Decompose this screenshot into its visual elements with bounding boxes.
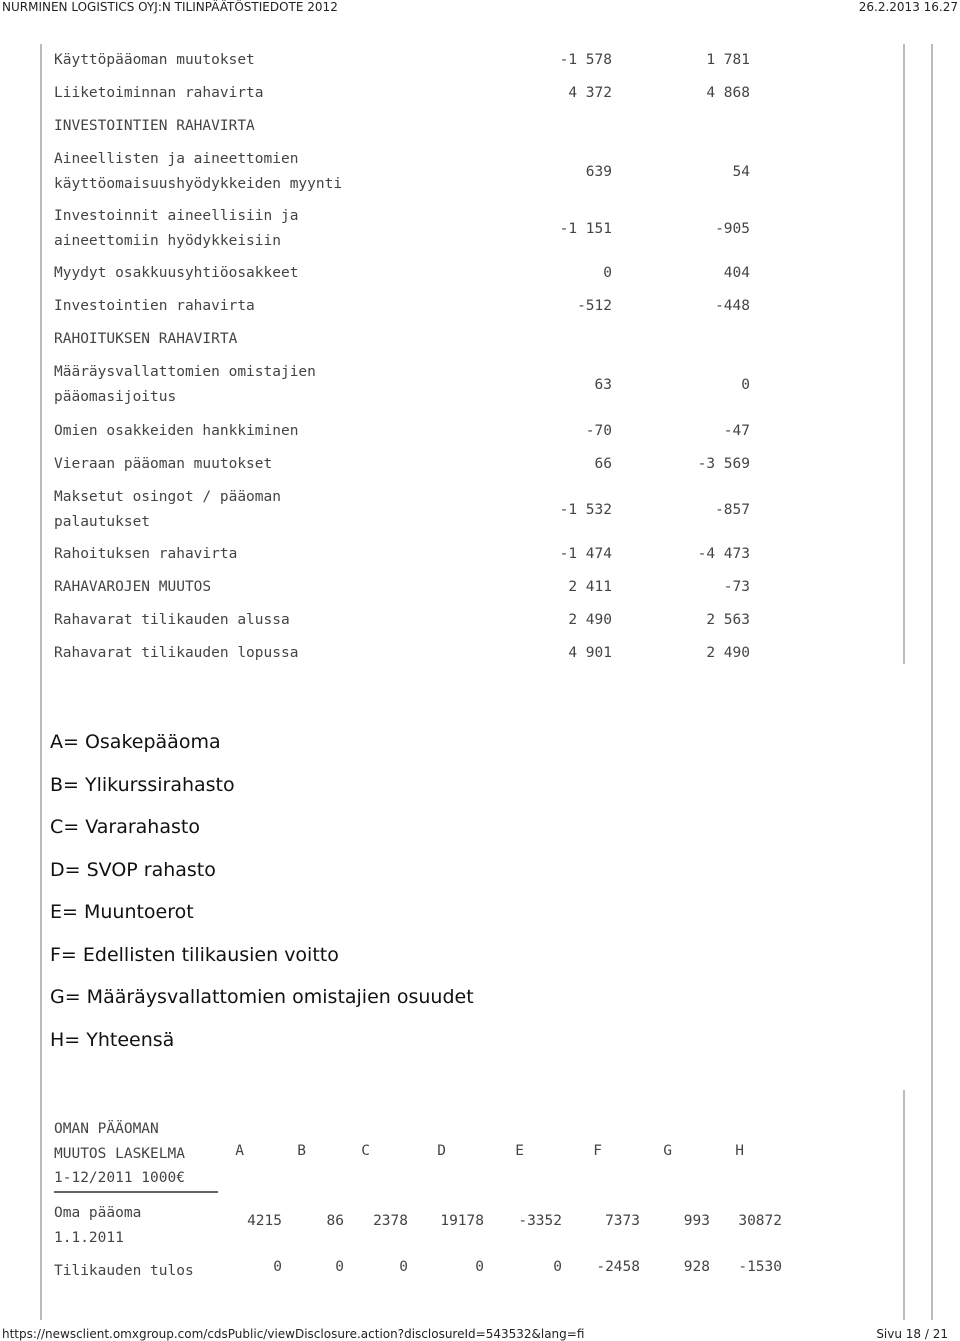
equity-row-label <box>54 1201 141 1250</box>
cashflow-value-2011: -4 473 <box>697 546 750 563</box>
cashflow-label-line: Vieraan pääoman muutokset <box>54 456 273 472</box>
page-header <box>0 0 960 14</box>
cashflow-label-line: INVESTOINTIEN RAHAVIRTA <box>54 118 255 134</box>
cashflow-row <box>54 360 750 409</box>
cashflow-value-2012: 4 901 <box>568 645 612 662</box>
right-border <box>931 44 933 1320</box>
cashflow-value-2012: 4 372 <box>568 85 612 102</box>
equity-value: 0 <box>335 1259 344 1275</box>
cashflow-value-2012: -1 578 <box>559 52 612 69</box>
equity-value: 0 <box>399 1259 408 1275</box>
equity-value: 7373 <box>605 1213 640 1229</box>
cashflow-label-line: Käyttöpääoman muutokset <box>54 52 255 68</box>
cashflow-row <box>54 542 750 567</box>
cashflow-label-line: Liiketoiminnan rahavirta <box>54 85 264 101</box>
cashflow-row <box>54 419 750 444</box>
equity-value: 86 <box>326 1213 344 1229</box>
cashflow-label <box>54 81 454 106</box>
cashflow-value-2011: 2 563 <box>706 612 750 629</box>
equity-title-1: OMAN PÄÄOMAN <box>54 1121 159 1137</box>
equity-value: 0 <box>273 1259 282 1275</box>
cashflow-label <box>54 419 454 444</box>
cashflow-value-2012: -1 151 <box>559 220 612 237</box>
cashflow-row <box>54 485 750 534</box>
equity-table <box>54 1117 782 1279</box>
cashflow-label-line: Investoinnit aineellisiin ja <box>54 208 299 224</box>
cashflow-label <box>54 327 454 352</box>
equity-row-label <box>54 1259 194 1284</box>
cashflow-label-line: Rahavarat tilikauden alussa <box>54 612 290 628</box>
equity-col-header: A <box>235 1143 244 1159</box>
cashflow-label <box>54 542 454 567</box>
equity-value: 993 <box>683 1213 710 1229</box>
equity-title-2: MUUTOS LASKELMA <box>54 1145 185 1162</box>
cashflow-value-2012: 2 490 <box>568 612 612 629</box>
equity-value: 0 <box>553 1259 562 1275</box>
cashflow-label <box>54 452 454 477</box>
legend-item: G= Määräysvallattomien omistajien osuudet <box>50 986 474 1008</box>
cashflow-label-line: RAHAVAROJEN MUUTOS <box>54 579 212 595</box>
cashflow-value-2011: 4 868 <box>706 85 750 102</box>
cashflow-label <box>54 48 454 73</box>
legend-item: D= SVOP rahasto <box>50 858 216 881</box>
cashflow-value-2012: 2 411 <box>568 579 612 596</box>
cashflow-row <box>54 261 750 286</box>
cashflow-value-2011: 404 <box>723 265 750 282</box>
equity-legend <box>50 725 474 1065</box>
equity-col-header: F <box>593 1143 602 1159</box>
page-footer <box>0 1327 960 1341</box>
equity-value: 2378 <box>373 1213 408 1229</box>
cashflow-value-2011: 0 <box>741 376 750 393</box>
cashflow-row <box>54 452 750 477</box>
right-border-top <box>903 44 905 664</box>
equity-value: 928 <box>683 1259 710 1275</box>
equity-col-header: D <box>437 1143 446 1159</box>
equity-value: 4215 <box>247 1213 282 1229</box>
equity-col-header: B <box>297 1143 306 1159</box>
equity-value: 0 <box>475 1259 484 1275</box>
footer-url: https://newsclient.omxgroup.com/cdsPublic/viewDisclosure.action?disclosureId=543532&lang=fi <box>2 1327 585 1341</box>
cashflow-row <box>54 48 750 73</box>
cashflow-value-2012: 63 <box>594 376 612 393</box>
legend-item: H= Yhteensä <box>50 1028 175 1051</box>
equity-row-label-line: Tilikauden tulos <box>54 1263 194 1279</box>
cashflow-value-2011: -448 <box>715 298 750 315</box>
cashflow-label <box>54 294 454 319</box>
equity-col-header: G <box>663 1143 672 1159</box>
legend-item: B= Ylikurssirahasto <box>50 773 235 796</box>
cashflow-label-line: Määräysvallattomien omistajien <box>54 364 316 380</box>
equity-value: 19178 <box>440 1213 484 1229</box>
cashflow-value-2011: -857 <box>715 501 750 518</box>
cashflow-value-2012: 0 <box>603 265 612 282</box>
cashflow-row <box>54 575 750 600</box>
equity-row-label-line: 1.1.2011 <box>54 1229 124 1246</box>
legend-item: F= Edellisten tilikausien voitto <box>50 943 339 966</box>
equity-row-label-line: Oma pääoma <box>54 1205 142 1221</box>
legend-item: A= Osakepääoma <box>50 731 221 753</box>
cashflow-row <box>54 204 750 253</box>
cashflow-value-2012: -1 532 <box>559 501 612 518</box>
cashflow-label-line: Maksetut osingot / pääoman <box>54 489 281 505</box>
legend-item: C= Vararahasto <box>50 816 200 838</box>
equity-value: -1530 <box>738 1259 782 1275</box>
cashflow-label <box>54 641 454 666</box>
cashflow-label <box>54 147 454 196</box>
cashflow-value-2012: 639 <box>585 163 612 180</box>
cashflow-label-line: palautukset <box>54 513 151 530</box>
cashflow-value-2012: -70 <box>585 423 612 440</box>
cashflow-value-2011: 54 <box>732 163 750 180</box>
right-border-bottom <box>903 1090 905 1320</box>
cashflow-row <box>54 327 750 352</box>
cashflow-row <box>54 294 750 319</box>
equity-col-header: E <box>515 1143 524 1159</box>
footer-page: Sivu 18 / 21 <box>876 1327 948 1341</box>
cashflow-label-line: Rahavarat tilikauden lopussa <box>54 645 299 661</box>
left-border <box>40 44 42 1320</box>
cashflow-label <box>54 114 454 139</box>
cashflow-label-line: aineettomiin hyödykkeisiin <box>54 232 281 249</box>
cashflow-value-2012: -1 474 <box>559 546 612 563</box>
header-datetime: 26.2.2013 16.27 <box>858 0 958 14</box>
cashflow-value-2012: -512 <box>577 298 612 315</box>
cashflow-value-2011: -73 <box>723 579 750 596</box>
cashflow-label <box>54 608 454 633</box>
equity-value: -3352 <box>518 1213 562 1229</box>
cashflow-label-line: Myydyt osakkuusyhtiöosakkeet <box>54 265 299 281</box>
cashflow-label-line: Rahoituksen rahavirta <box>54 546 238 562</box>
cashflow-label-line: Omien osakkeiden hankkiminen <box>54 423 299 439</box>
cashflow-row <box>54 114 750 139</box>
cashflow-row <box>54 81 750 106</box>
cashflow-value-2011: 1 781 <box>706 52 750 69</box>
cashflow-label-line: käyttöomaisuushyödykkeiden myynti <box>54 175 343 192</box>
cashflow-row <box>54 641 750 666</box>
cashflow-label-line: Investointien rahavirta <box>54 298 255 314</box>
equity-col-header: C <box>361 1143 370 1159</box>
cashflow-label <box>54 485 454 534</box>
equity-value: -2458 <box>596 1259 640 1275</box>
cashflow-label <box>54 261 454 286</box>
header-title: NURMINEN LOGISTICS OYJ:N TILINPÄÄTÖSTIEDOTE 2012 <box>2 0 338 14</box>
cashflow-label <box>54 360 454 409</box>
cashflow-value-2011: -905 <box>715 220 750 237</box>
cashflow-label <box>54 575 454 600</box>
cashflow-value-2011: 2 490 <box>706 645 750 662</box>
cashflow-row <box>54 147 750 196</box>
equity-title-3: 1-12/2011 1000€ <box>54 1166 218 1193</box>
cashflow-value-2011: -47 <box>723 423 750 440</box>
cashflow-label-line: pääomasijoitus <box>54 388 177 405</box>
equity-value: 30872 <box>738 1213 782 1229</box>
legend-item: E= Muuntoerot <box>50 901 194 923</box>
cashflow-value-2011: -3 569 <box>697 456 750 473</box>
cashflow-value-2012: 66 <box>594 456 612 473</box>
cashflow-row <box>54 608 750 633</box>
cashflow-label-line: RAHOITUKSEN RAHAVIRTA <box>54 331 238 347</box>
equity-col-header: H <box>735 1143 744 1159</box>
cashflow-label-line: Aineellisten ja aineettomien <box>54 151 299 167</box>
cashflow-label <box>54 204 454 253</box>
